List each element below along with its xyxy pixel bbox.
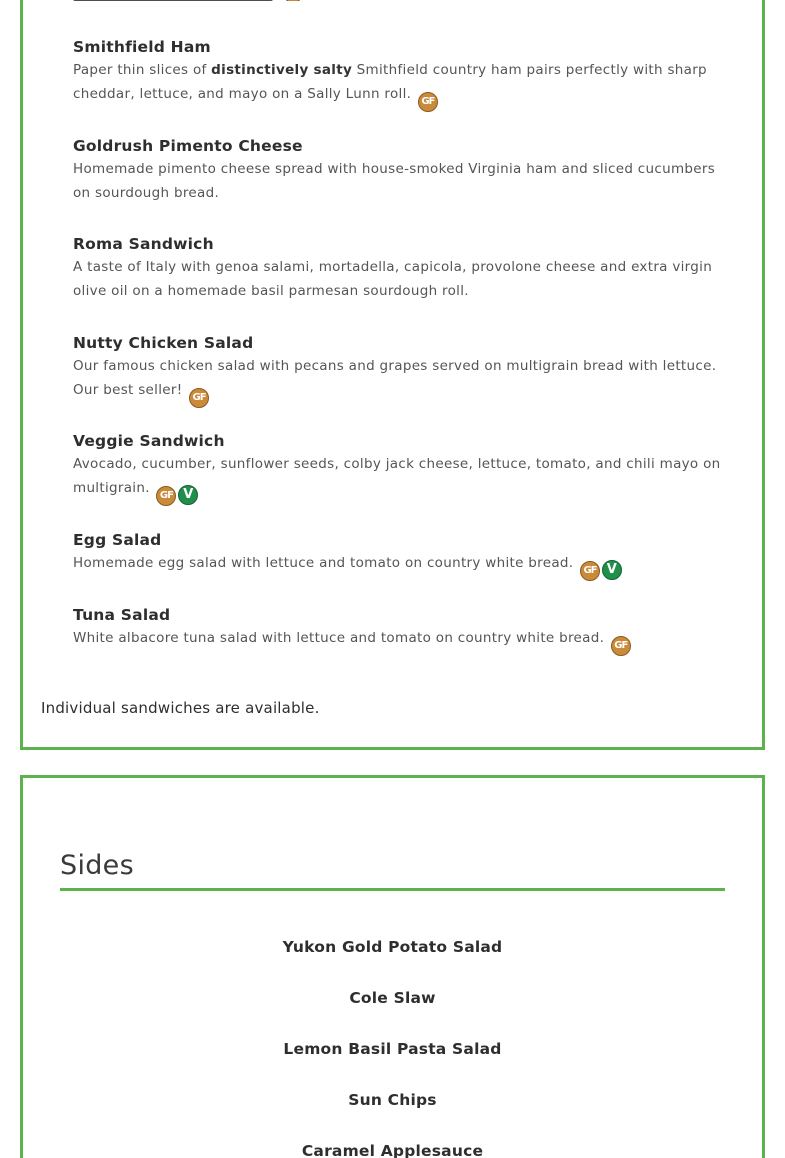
item-description: Homemade pimento cheese spread with house-smoked Virginia ham and sliced cucumbers on sourdough bread.	[73, 161, 716, 201]
sides-list	[23, 935, 762, 1158]
side-item: Lemon Basil Pasta Salad	[283, 1040, 502, 1058]
section-divider	[60, 888, 725, 891]
menu-item-tuna-salad	[73, 604, 723, 679]
sides-menu-card	[20, 775, 765, 1158]
item-name: Veggie Sandwich	[73, 432, 225, 450]
item-name: Roma Sandwich	[73, 235, 214, 253]
item-description: Paper thin slices of distinctively salty Smithfield country ham pairs perfectly with sharp cheddar, lettuce, and mayo on a Sally Lunn roll. GF	[73, 58, 723, 112]
side-item: Sun Chips	[348, 1091, 437, 1109]
item-description: Homemade egg salad with lettuce and tomato on country white bread. GF V	[73, 551, 723, 581]
menu-item-egg-salad	[73, 529, 723, 604]
item-name: Egg Salad	[73, 531, 162, 549]
item-description: Avocado, cucumber, sunflower seeds, colby jack cheese, lettuce, tomato, and chili mayo on multigrain. GF V	[73, 452, 723, 506]
item-name: Smithfield Ham	[73, 38, 211, 56]
item-description: White albacore tuna salad with lettuce and tomato on country white bread. GF	[73, 626, 723, 656]
menu-item-roma-sandwich	[73, 233, 723, 332]
gluten-free-icon: GF	[611, 636, 631, 656]
menu-item-veggie-sandwich	[73, 430, 723, 529]
emphasis-text: distinctively salty	[211, 62, 353, 78]
vegetarian-icon: V	[602, 560, 622, 580]
cut-off-item-name	[73, 0, 273, 1]
gluten-free-icon: GF	[580, 561, 600, 581]
item-name: Tuna Salad	[73, 606, 171, 624]
menu-item-goldrush-pimento-cheese	[73, 135, 723, 233]
side-item: Caramel Applesauce	[301, 1142, 484, 1158]
side-item: Cole Slaw	[349, 989, 436, 1007]
gluten-free-icon	[283, 0, 303, 1]
item-description: Our famous chicken salad with pecans and grapes served on multigrain bread with lettuce. Our best seller! GF	[73, 354, 723, 408]
section-title: Sides	[60, 850, 134, 881]
gluten-free-icon: GF	[189, 388, 209, 408]
vegetarian-icon: V	[178, 485, 198, 505]
side-item: Yukon Gold Potato Salad	[282, 938, 503, 956]
gluten-free-icon: GF	[156, 486, 176, 506]
menu-item-nutty-chicken-salad	[73, 332, 723, 430]
menu-item-smithfield-ham	[73, 36, 723, 135]
cut-off-item	[73, 0, 313, 1]
sandwich-list	[73, 36, 723, 679]
gluten-free-icon: GF	[418, 92, 438, 112]
availability-note: Individual sandwiches are available.	[41, 699, 320, 717]
item-description: A taste of Italy with genoa salami, mortadella, capicola, provolone cheese and extra virgin olive oil on a homemade basil parmesan sourdough roll.	[73, 259, 713, 299]
sandwich-menu-card	[20, 0, 765, 750]
item-name: Goldrush Pimento Cheese	[73, 137, 303, 155]
item-name: Nutty Chicken Salad	[73, 334, 254, 352]
